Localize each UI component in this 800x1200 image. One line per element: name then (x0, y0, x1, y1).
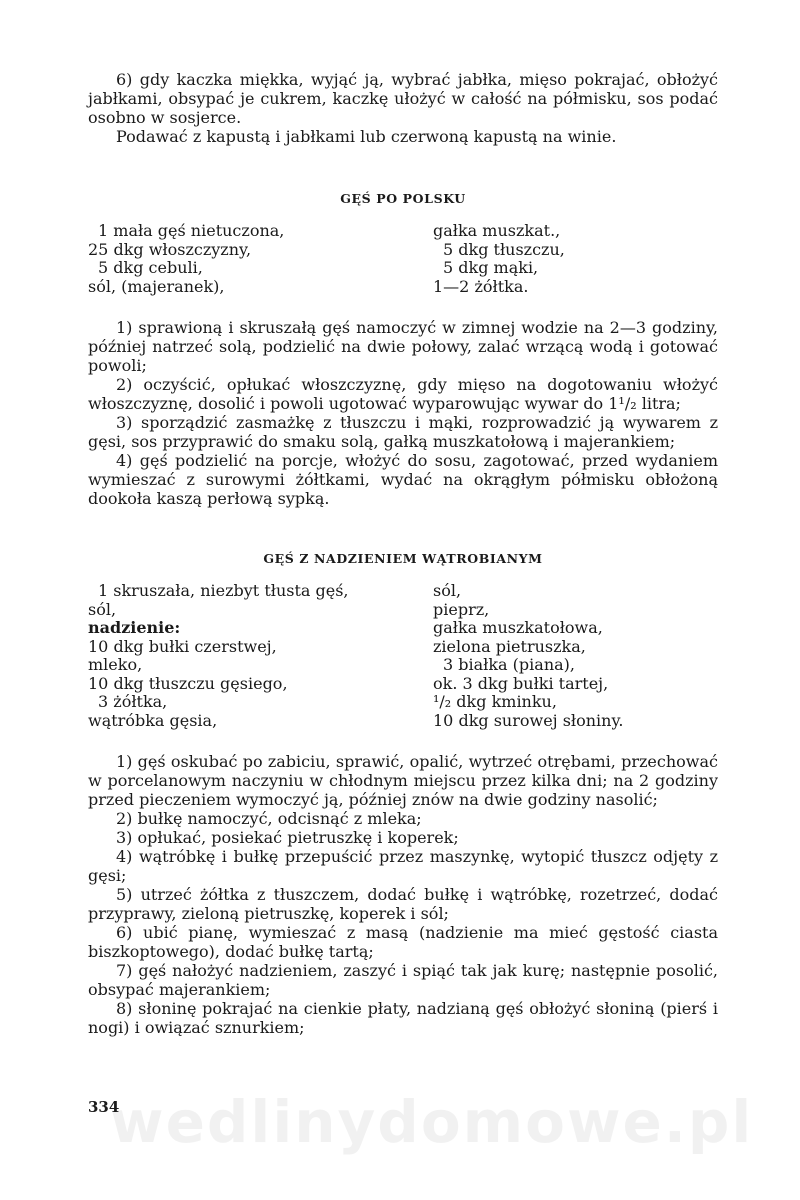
page-number: 334 (88, 1098, 120, 1116)
ingredient: 1 skruszała, niezbyt tłusta gęś, (98, 581, 349, 600)
ingredient: 5 dkg mąki, (443, 258, 539, 277)
ingredient: mleko, (88, 655, 143, 674)
ingredient: gałka muszkat., (433, 221, 561, 240)
ingredient: ok. 3 dkg bułki tartej, (433, 673, 609, 693)
recipe1-step: 1) sprawioną i skruszałą gęś namoczyć w zimnej wodzie na 2—3 godziny, później natrzeć solą, podzielić na dwie połowy, zalać wrzącą wodą i gotować powoli; (88, 318, 718, 375)
recipe2-step: 5) utrzeć żółtka z tłuszczem, dodać bułkę i wątróbkę, rozetrzeć, dodać przyprawy, zieloną pietruszkę, koperek i sól; (88, 885, 718, 923)
recipe2-step: 1) gęś oskubać po zabiciu, sprawić, opalić, wytrzeć otrębami, przechować w porcelanowym naczyniu w chłodnym miejscu przez kilka dni; na 2 godziny przed pieczeniem wymoczyć ją, później znów na dwie godziny nasolić; (88, 752, 718, 809)
ingredient: gałka muszkatołowa, (433, 618, 603, 637)
ingredient: 1 mała gęś nietuczona, (98, 221, 285, 240)
intro-serve: Podawać z kapustą i jabłkami lub czerwoną kapustą na winie. (116, 127, 617, 146)
recipe1-ingredients (88, 222, 718, 296)
recipe2-step: 4) wątróbkę i bułkę przepuścić przez maszynkę, wytopić tłuszcz odjęty z gęsi; (88, 847, 718, 885)
ingredient: zielona pietruszka, (433, 636, 586, 656)
ingredient: wątróbka gęsia, (88, 710, 218, 730)
ingredient: sól, (88, 599, 117, 619)
recipe2-title: GĘŚ Z NADZIENIEM WĄTROBIANYM (263, 551, 543, 566)
ingredient: pieprz, (433, 599, 490, 619)
ingredient: sól, (433, 581, 462, 600)
ingredient: ¹/₂ dkg kminku, (433, 692, 557, 711)
ingredient: 1—2 żółtka. (433, 276, 529, 296)
intro-step-6: 6) gdy kaczka miękka, wyjąć ją, wybrać jabłka, mięso pokrajać, obłożyć jabłkami, obsypać je cukrem, kaczkę ułożyć w całość na półmisku, sos podać osobno w sosjerce. (88, 70, 718, 127)
ingredient: sól, (majeranek), (88, 276, 225, 296)
ingredient: 3 żółtka, (98, 692, 168, 711)
recipe2-step: 6) ubić pianę, wymieszać z masą (nadzienie ma mieć gęstość ciasta biszkoptowego), dodać bułkę tartą; (88, 923, 718, 961)
ingredient: 5 dkg cebuli, (98, 258, 203, 277)
ingredient: 25 dkg włoszczyzny, (88, 239, 252, 259)
ingredient: 10 dkg bułki czerstwej, (88, 636, 277, 656)
recipe2-step: 7) gęś nałożyć nadzieniem, zaszyć i spiąć tak jak kurę; następnie posolić, obsypać majerankiem; (88, 961, 718, 999)
recipe1-step: 3) sporządzić zasmażkę z tłuszczu i mąki, rozprowadzić ją wywarem z gęsi, sos przyprawić do smaku solą, gałką muszkatołową i majerankiem; (88, 413, 718, 451)
ingredient: 10 dkg surowej słoniny. (433, 710, 624, 730)
page-content (88, 70, 718, 1037)
recipe2-step: 3) opłukać, posiekać pietruszkę i koperek; (116, 828, 459, 847)
recipe1-step: 2) oczyścić, opłukać włoszczyznę, gdy mięso na dogotowaniu włożyć włoszczyznę, dosolić i powoli ugotować wyparowując wywar do 1¹/₂ litra; (88, 375, 718, 413)
watermark: wedlinydomowe.pl (110, 1088, 754, 1156)
recipe1-step: 4) gęś podzielić na porcje, włożyć do sosu, zagotować, przed wydaniem wymieszać z surowymi żółtkami, wydać na okrągłym półmisku obłożoną dookoła kaszą perłową sypką. (88, 451, 718, 508)
ingredient: 10 dkg tłuszczu gęsiego, (88, 673, 288, 693)
ingredient: 3 białka (piana), (443, 655, 575, 674)
recipe2-step: 2) bułkę namoczyć, odcisnąć z mleka; (116, 809, 422, 828)
ingredient-heading: nadzienie: (88, 618, 181, 637)
ingredient: 5 dkg tłuszczu, (443, 239, 565, 259)
recipe2-ingredients (88, 582, 718, 730)
recipe1-title: GĘŚ PO POLSKU (340, 191, 466, 206)
recipe2-step: 8) słoninę pokrajać na cienkie płaty, nadzianą gęś obłożyć słoniną (pierś i nogi) i owiązać sznurkiem; (88, 999, 718, 1037)
